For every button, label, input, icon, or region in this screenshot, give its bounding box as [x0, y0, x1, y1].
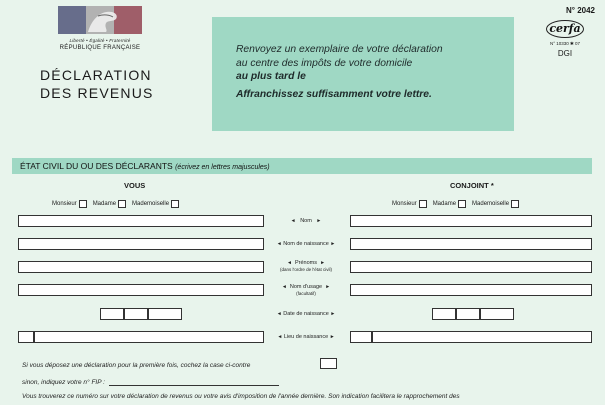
- agency-label: DGI: [557, 49, 573, 58]
- logo-name: RÉPUBLIQUE FRANÇAISE: [59, 45, 141, 51]
- form-identifier: [531, 6, 599, 58]
- nom-usage-conjoint-input[interactable]: [350, 284, 592, 296]
- date-naissance-conjoint-year[interactable]: [480, 308, 514, 320]
- document-title: DÉCLARATION DES REVENUS: [40, 67, 154, 101]
- civility-label: Mademoiselle: [472, 201, 510, 207]
- nom-usage-label-text: Nom d'usage: [289, 284, 323, 290]
- lieu-naissance-label: ◄ Lieu de naissance ►: [277, 334, 335, 340]
- date-naissance-vous-day[interactable]: [100, 308, 124, 320]
- cerfa-logo: cerfa: [546, 20, 584, 38]
- fip-input[interactable]: [109, 378, 279, 386]
- lieu-naissance-conjoint-input[interactable]: [372, 331, 592, 343]
- nom-usage-vous-input[interactable]: [18, 284, 264, 296]
- date-naissance-conjoint-day[interactable]: [432, 308, 456, 320]
- column-vous: VOUS: [124, 181, 146, 190]
- civility-conjoint-mademoiselle: [472, 200, 519, 208]
- civility-vous: [52, 200, 185, 208]
- civility-conjoint-madame: [433, 200, 466, 208]
- civility-vous-monsieur: [52, 200, 87, 208]
- mademoiselle-checkbox[interactable]: [171, 200, 179, 208]
- nom-label-text: Nom: [300, 218, 312, 224]
- prenoms-sublabel: (dans l'ordre de l'état civil): [280, 266, 332, 272]
- nom-naissance-label-text: Nom de naissance: [283, 241, 329, 247]
- republique-francaise-logo: [58, 6, 142, 56]
- notice-line-4: Affranchissez suffisamment votre lettre.: [236, 88, 432, 100]
- civility-label: Mademoiselle: [132, 201, 170, 207]
- nom-usage-label: ◄ Nom d'usage ► (facultatif): [262, 284, 350, 297]
- civility-label: Monsieur: [52, 201, 77, 207]
- nom-naissance-conjoint-input[interactable]: [350, 238, 592, 250]
- info-note: Vous trouverez ce numéro sur votre déclaration de revenus ou votre avis d'imposition de l'année dernière. Son indication facilitera le rapprochement des: [22, 393, 460, 400]
- section-title: ÉTAT CIVIL DU OU DES DÉCLARANTS: [20, 161, 173, 171]
- civility-conjoint-monsieur: [392, 200, 427, 208]
- notice-line-1: Renvoyez un exemplaire de votre déclaration: [236, 44, 443, 55]
- nom-usage-sublabel: (facultatif): [296, 290, 316, 296]
- marianne-emblem: [58, 6, 142, 34]
- madame-checkbox[interactable]: [118, 200, 126, 208]
- fip-label: sinon, indiquez votre n° FIP :: [22, 379, 105, 386]
- civility-label: Monsieur: [392, 201, 417, 207]
- civility-vous-mademoiselle: [132, 200, 179, 208]
- monsieur-checkbox[interactable]: [419, 200, 427, 208]
- section-hint: (écrivez en lettres majuscules): [175, 164, 270, 171]
- madame-checkbox[interactable]: [458, 200, 466, 208]
- nom-naissance-label: ◄ Nom de naissance ►: [276, 241, 336, 247]
- prenoms-label: ◄ Prénoms ► (dans l'ordre de l'état civil): [262, 260, 350, 273]
- nom-naissance-vous-input[interactable]: [18, 238, 264, 250]
- notice-box: [212, 17, 514, 131]
- prenoms-label-text: Prénoms: [294, 260, 317, 266]
- lieu-naissance-vous-dept[interactable]: [18, 331, 34, 343]
- civility-label: Madame: [92, 201, 117, 207]
- nom-vous-input[interactable]: [18, 215, 264, 227]
- prenoms-vous-input[interactable]: [18, 261, 264, 273]
- date-naissance-label: ◄ Date de naissance ►: [276, 311, 336, 317]
- nom-conjoint-input[interactable]: [350, 215, 592, 227]
- civility-vous-madame: [93, 200, 126, 208]
- section-header: [12, 158, 592, 174]
- prenoms-conjoint-input[interactable]: [350, 261, 592, 273]
- lieu-naissance-vous-input[interactable]: [34, 331, 264, 343]
- monsieur-checkbox[interactable]: [79, 200, 87, 208]
- civility-conjoint: [392, 200, 525, 208]
- notice-line-2: au centre des impôts de votre domicile: [236, 57, 413, 69]
- date-naissance-label-text: Date de naissance: [283, 311, 329, 317]
- date-naissance-vous-month[interactable]: [124, 308, 148, 320]
- cerfa-number: N° 10330 ✱ 07: [549, 41, 581, 46]
- mademoiselle-checkbox[interactable]: [511, 200, 519, 208]
- lieu-naissance-label-text: Lieu de naissance: [283, 334, 329, 340]
- form-number: N° 2042: [566, 6, 595, 15]
- date-naissance-conjoint-month[interactable]: [456, 308, 480, 320]
- notice-line-3: au plus tard le: [236, 71, 306, 82]
- nom-label: ◄ Nom ►: [290, 218, 322, 224]
- lieu-naissance-conjoint-dept[interactable]: [350, 331, 372, 343]
- fip-row: [22, 378, 279, 386]
- logo-motto: Liberté • Égalité • Fraternité: [69, 38, 131, 43]
- first-time-checkbox[interactable]: [320, 358, 337, 369]
- column-conjoint: CONJOINT *: [450, 181, 494, 190]
- civility-label: Madame: [432, 201, 457, 207]
- first-time-note: Si vous déposez une déclaration pour la première fois, cochez la case ci-contre: [22, 362, 251, 369]
- date-naissance-vous-year[interactable]: [148, 308, 182, 320]
